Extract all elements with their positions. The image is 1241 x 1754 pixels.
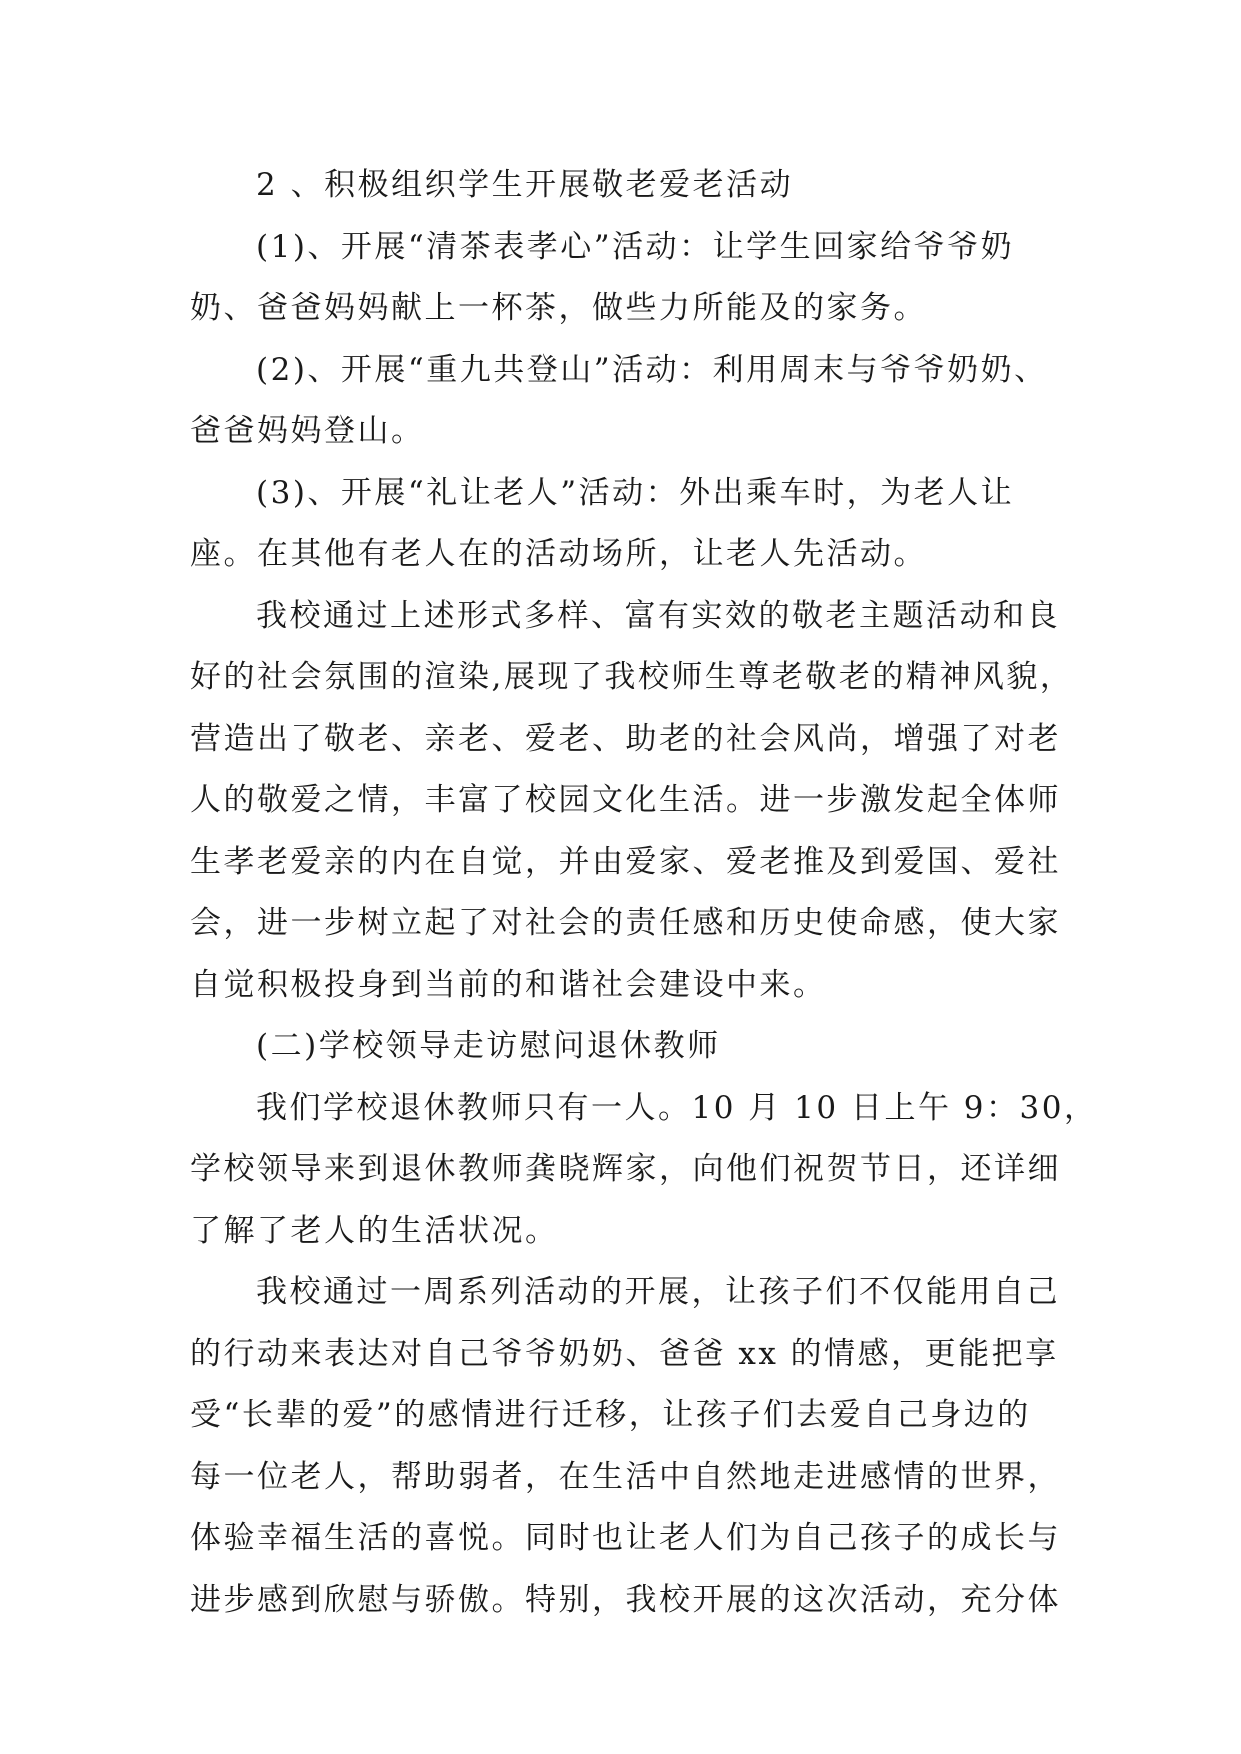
text-line: 生孝老爱亲的内在自觉，并由爱家、爱老推及到爱国、爱社 (190, 843, 1061, 880)
text-line: 我校通过上述形式多样、富有实效的敬老主题活动和良 (256, 597, 1060, 634)
text-line: (二)学校领导走访慰问退休教师 (256, 1028, 721, 1064)
text-line: 我们学校退休教师只有一人。10 月 10 日上午 9：30， (256, 1089, 1098, 1126)
text-line: (3)、开展“礼让老人”活动：外出乘车时，为老人让 (256, 474, 1015, 511)
text-line: 奶、爸爸妈妈献上一杯茶，做些力所能及的家务。 (190, 290, 927, 326)
item-2-paragraph (190, 340, 1070, 463)
text-line: 受“长辈的爱”的感情进行迁移，让孩子们去爱自己身边的 (190, 1397, 1031, 1433)
text-line: 座。在其他有老人在的活动场所，让老人先活动。 (190, 536, 927, 572)
text-line: 自觉积极投身到当前的和谐社会建设中来。 (190, 966, 827, 1003)
summary-2-paragraph (190, 1262, 1070, 1631)
text-line: 会，进一步树立起了对社会的责任感和历史使命感，使大家 (190, 905, 1061, 941)
text-line: 营造出了敬老、亲老、爱老、助老的社会风尚，增强了对老 (190, 720, 1061, 757)
document-body (190, 155, 1098, 1631)
text-line: 每一位老人，帮助弱者，在生活中自然地走进感情的世界， (190, 1458, 1061, 1495)
text-line: 学校领导来到退休教师龚晓辉家，向他们祝贺节日，还详细 (190, 1151, 1061, 1187)
summary-1-paragraph (190, 586, 1074, 1017)
section-2-title (190, 1016, 1070, 1078)
text-line: 好的社会氛围的渲染,展现了我校师生尊老敬老的精神风貌， (190, 659, 1074, 695)
text-line: (1)、开展“清茶表孝心”活动：让学生回家给爷爷奶 (256, 228, 1015, 265)
text-line: 2 、积极组织学生开展敬老爱老活动 (256, 167, 794, 203)
text-line: 体验幸福生活的喜悦。同时也让老人们为自己孩子的成长与 (190, 1520, 1061, 1556)
text-line: 进步感到欣慰与骄傲。特别，我校开展的这次活动，充分体 (190, 1581, 1061, 1618)
text-line: (2)、开展“重九共登山”活动：利用周末与爷爷奶奶、 (256, 351, 1048, 388)
text-line: 我校通过一周系列活动的开展，让孩子们不仅能用自己 (256, 1274, 1060, 1310)
item-3-paragraph (190, 463, 1070, 586)
visit-paragraph (190, 1078, 1098, 1263)
text-line: 人的敬爱之情，丰富了校园文化生活。进一步激发起全体师 (190, 782, 1061, 818)
heading-2 (190, 155, 1070, 217)
text-line: 爸爸妈妈登山。 (190, 413, 425, 449)
text-line: 的行动来表达对自己爷爷奶奶、爸爸 xx 的情感，更能把享 (190, 1335, 1059, 1372)
item-1-paragraph (190, 217, 1070, 340)
text-line: 了解了老人的生活状况。 (190, 1212, 559, 1249)
